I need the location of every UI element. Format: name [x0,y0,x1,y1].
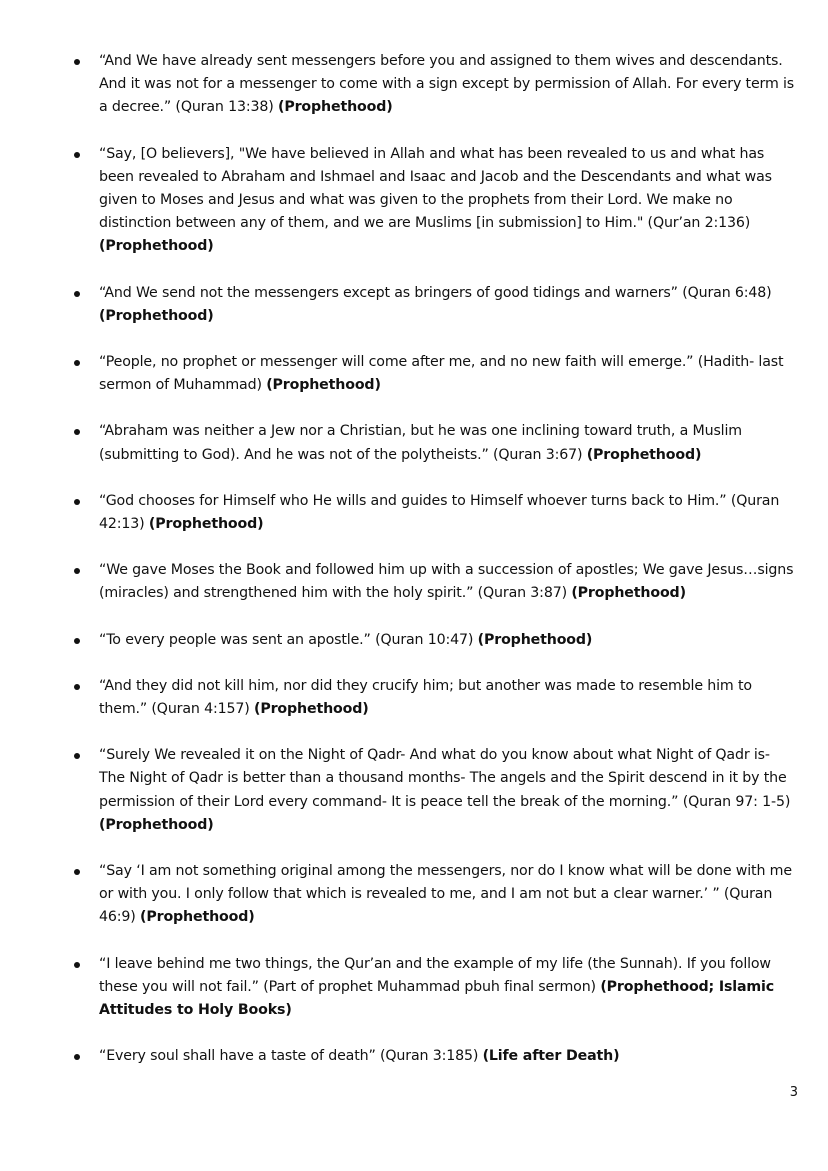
quote-item [0,953,828,1023]
quote-list [0,50,828,1092]
quote-item [0,744,828,837]
bullet-icon [74,152,80,158]
quote-item [0,675,828,721]
bullet-icon [74,568,80,574]
quote-tag: (Prophethood) [148,516,264,533]
quote-text: “Abraham was neither a Jew nor a Christian, but he was one inclining toward truth, a Muslim (submitting to God). And he was not of the polytheists.” (Quran 3:67) [99,423,742,463]
bullet-icon [74,291,80,297]
quote-tag: (Prophethood) [140,909,255,926]
quote-item [0,420,828,466]
quote-tag: (Prophethood) [253,701,369,718]
quote-tag: (Prophethood; Islamic Attitudes to Holy Books) [99,978,775,1019]
page-number: 3 [789,1085,798,1100]
quote-tag: (Life after Death) [482,1048,620,1065]
bullet-icon [74,1054,80,1060]
bullet-icon [74,869,80,875]
quote-item [0,351,828,397]
bullet-icon [74,360,80,366]
quote-text: “And We send not the messengers except as bringers of good tidings and warners” (Quran 6:48) [99,284,772,301]
quote-item [0,143,828,259]
bullet-icon [74,962,80,968]
quote-tag: (Prophethood) [266,377,381,394]
quote-tag: (Prophethood) [586,446,702,463]
bullet-icon [74,684,80,690]
bullet-icon [74,499,80,505]
quote-item [0,282,828,328]
quote-item [0,50,828,120]
quote-item [0,559,828,605]
quote-text: “People, no prophet or messenger will come after me, and no new faith will emerge.” (Hadith- last sermon of Muhammad) [99,354,784,394]
quote-text: “God chooses for Himself who He wills and guides to Himself whoever turns back to Him.” (Quran 42:13) [99,492,780,533]
quote-text: “To every people was sent an apostle.” (Quran 10:47) [99,631,478,648]
quote-tag: (Prophethood) [571,585,686,602]
quote-text: “And they did not kill him, nor did they crucify him; but another was made to resemble him to them.” (Quran 4:157) [99,677,752,718]
quote-tag: (Prophethood) [99,238,214,255]
quote-item [0,490,828,536]
quote-text: “Say, [O believers], "We have believed in Allah and what has been revealed to us and what has been revealed to Abraham and Ishmael and Isaac and Jacob and the Descendants and what was given to Moses and Jesus and what was given to the prophets from their Lord. We make no distinction between any of them, and we are Muslims [in submission] to Him." (Qur’an 2:136) [99,145,772,232]
quote-text: “Every soul shall have a taste of death” (Quran 3:185) [99,1048,483,1065]
bullet-icon [74,753,80,759]
quote-item [0,1045,828,1068]
quote-text: “Surely We revealed it on the Night of Qadr- And what do you know about what Night of Qadr is- The Night of Qadr is better than a thousand months- The angels and the Spirit descend in it by the permission of their Lord every command- It is peace tell the break of the morning.” (Quran 97: 1-5) [99,747,791,810]
quote-text: “Say ‘I am not something original among the messengers, nor do I know what will be done with me or with you. I only follow that which is revealed to me, and I am not but a clear warner.’ ” (Quran 46:9) [99,863,792,926]
bullet-icon [74,59,80,65]
quote-text: “I leave behind me two things, the Qur’an and the example of my life (the Sunnah). If you follow these you will not fail.” (Part of prophet Muhammad pbuh final sermon) [99,955,771,995]
quote-item [0,860,828,930]
quote-item [0,629,828,652]
quote-text: “We gave Moses the Book and followed him up with a succession of apostles; We gave Jesus…signs (miracles) and strengthened him with the holy spirit.” (Quran 3:87) [99,562,794,602]
quote-tag: (Prophethood) [99,816,214,833]
quote-tag: (Prophethood) [99,307,214,324]
quote-tag: (Prophethood) [278,99,393,116]
bullet-icon [74,429,80,435]
quote-tag: (Prophethood) [477,631,593,648]
quote-text: “And We have already sent messengers before you and assigned to them wives and descendants. And it was not for a messenger to come with a sign except by permission of Allah. For every term is a decree.” (Quran 13:38) [99,53,795,116]
bullet-icon [74,638,80,644]
